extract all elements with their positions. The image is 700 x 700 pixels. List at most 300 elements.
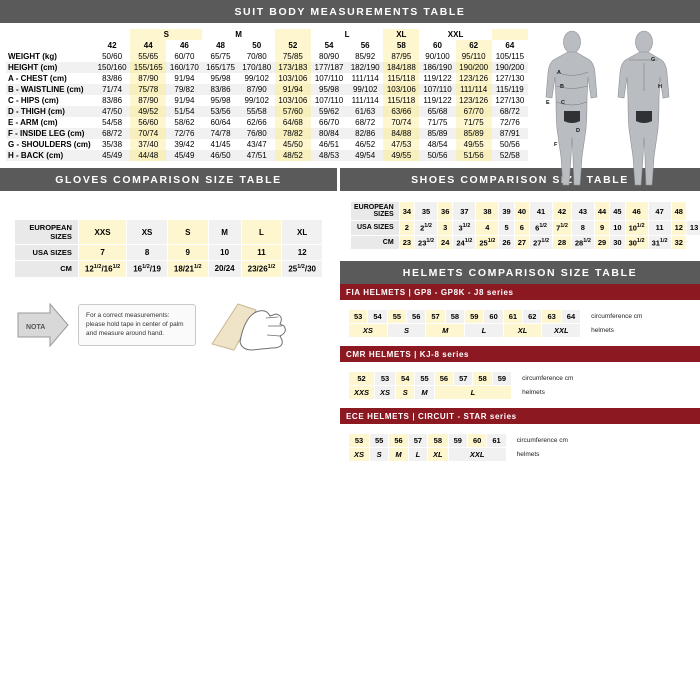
suit-cell: 85/89 [456, 128, 492, 139]
suit-cell: 60/64 [210, 118, 231, 127]
suit-cell: 82/86 [347, 128, 383, 139]
gloves-cell: $12^{1/2}/16^{1/2}$ [78, 261, 126, 278]
shoes-cell: 8 [571, 221, 594, 236]
helmet-block [340, 284, 700, 346]
shoes-cell: 38 [476, 202, 499, 221]
suit-cell: 72/76 [499, 118, 520, 127]
suit-cell: 65/68 [419, 106, 455, 117]
suit-cell: 52/58 [492, 150, 528, 161]
helmet-circumference-cell: 61 [503, 310, 522, 324]
suit-cell: 50/56 [419, 150, 455, 161]
helmet-block-header: CMR HELMETS | KJ-8 series [340, 346, 700, 362]
suit-group-row [6, 29, 528, 40]
suit-cell: 46/51 [319, 140, 340, 149]
helmet-size-cell: XL [428, 448, 449, 462]
suit-size-58: 58 [383, 40, 419, 51]
gloves-row-label: CM [15, 261, 79, 278]
suit-cell: 87/91 [492, 128, 528, 139]
suit-cell: 70/80 [246, 52, 267, 61]
shoes-cell: $3^{1/2}$ [453, 221, 476, 236]
suit-cell: 49/54 [347, 150, 383, 161]
shoes-cell: 48 [671, 202, 686, 221]
table-row [6, 117, 528, 128]
suit-size-42: 42 [107, 41, 117, 50]
suit-cell: 47/51 [239, 150, 275, 161]
suit-row-label: F - INSIDE LEG (cm) [6, 128, 94, 139]
suit-cell: 59/62 [311, 106, 347, 117]
svg-text:D: D [576, 128, 580, 134]
suit-cell: 53/56 [202, 106, 238, 117]
table-row [6, 128, 528, 139]
gloves-section [0, 168, 340, 470]
helmet-circumference-cell: 53 [349, 310, 368, 324]
table-row [6, 106, 528, 117]
suit-cell: 87/90 [130, 95, 166, 106]
suit-cell: 105/115 [495, 52, 525, 61]
helmet-size-cell: XS [349, 324, 388, 338]
helmet-circumference-cell: 56 [407, 310, 426, 324]
suit-cell: 56/60 [130, 117, 166, 128]
shoes-cell: 28 [553, 235, 572, 250]
shoes-cell: 9 [594, 221, 609, 236]
helmet-table [348, 371, 579, 400]
shoes-cell: 47 [648, 202, 671, 221]
suit-row-label: E - ARM (cm) [8, 118, 58, 127]
suit-cell: 50/56 [499, 140, 520, 149]
suit-cell: 123/126 [456, 73, 492, 84]
suit-cell: 95/98 [311, 84, 347, 95]
suit-cell: 68/72 [94, 128, 130, 139]
suit-cell: 60/70 [174, 52, 195, 61]
suit-cell: 55/58 [239, 106, 275, 117]
helmet-circumference-cell: 61 [487, 434, 506, 448]
suit-row-label: WEIGHT (kg) [8, 52, 57, 61]
suit-cell: 115/118 [383, 73, 419, 84]
helmet-block-header: ECE HELMETS | CIRCUIT - STAR series [340, 408, 700, 424]
suit-cell: 87/90 [239, 84, 275, 95]
shoes-cell: 36 [438, 202, 453, 221]
suit-group-7 [492, 29, 528, 40]
table-row [6, 139, 528, 150]
shoes-cell: 42 [553, 202, 572, 221]
suit-cell: 65/75 [210, 52, 231, 61]
suit-cell: 83/86 [202, 84, 238, 95]
svg-text:NOTA: NOTA [26, 323, 46, 331]
suit-cell: 115/119 [492, 84, 528, 95]
shoes-cell: $23^{1/2}$ [415, 235, 438, 250]
table-row [6, 51, 528, 62]
shoes-cell: 41 [530, 202, 553, 221]
suit-row-label: H - BACK (cm) [6, 150, 94, 161]
helmet-circumference-cell: 55 [387, 310, 406, 324]
suit-row-label: HEIGHT (cm) [6, 62, 94, 73]
suit-cell: 41/45 [210, 140, 231, 149]
suit-cell: 76/80 [239, 128, 275, 139]
gloves-cell: S [167, 220, 208, 245]
table-row [349, 372, 579, 386]
suit-cell: 44/48 [130, 150, 166, 161]
suit-row-label: C - HIPS (cm) [8, 96, 59, 105]
suit-cell: 39/42 [174, 140, 195, 149]
suit-cell: 119/122 [423, 96, 452, 105]
suit-cell: 103/106 [383, 84, 419, 95]
helmet-circumference-cell: 57 [408, 434, 427, 448]
suit-cell: 79/82 [166, 84, 202, 95]
helmet-circumference-label: circumference cm [591, 313, 643, 320]
gloves-cell: 20/24 [208, 261, 241, 278]
table-row [6, 62, 528, 73]
suit-cell: 35/38 [102, 140, 123, 149]
suit-size-64: 64 [505, 41, 515, 50]
table-row [351, 221, 700, 236]
suit-cell: 87/95 [383, 51, 419, 62]
suit-cell: 64/68 [275, 117, 311, 128]
shoes-cell: 43 [571, 202, 594, 221]
suit-cell: 66/70 [319, 118, 340, 127]
table-row [6, 73, 528, 84]
nota-arrow-icon [16, 301, 70, 349]
helmet-size-cell: XXL [542, 324, 581, 338]
suit-cell: 68/72 [492, 106, 528, 117]
helmet-circumference-cell: 64 [561, 310, 580, 324]
gloves-cell: 7 [78, 245, 126, 261]
table-row [351, 235, 700, 250]
suit-cell: 111/114 [351, 96, 379, 105]
table-row [6, 84, 528, 95]
shoes-cell: 11 [648, 221, 671, 236]
suit-cell: 190/200 [456, 62, 492, 73]
shoes-cell: $31^{1/2}$ [648, 235, 671, 250]
shoes-cell: $30^{1/2}$ [625, 235, 648, 250]
shoes-title-bar: SHOES COMPARISON SIZE TABLE [340, 168, 700, 191]
helmet-size-cell: XXL [448, 448, 506, 462]
svg-text:G: G [651, 57, 656, 63]
suit-cell: 182/190 [347, 62, 383, 73]
gloves-cell: M [208, 220, 241, 245]
suit-cell: 111/114 [456, 84, 492, 95]
suit-cell: 95/98 [210, 74, 231, 83]
suit-cell: 165/175 [202, 62, 238, 73]
suit-cell: 49/55 [456, 139, 492, 150]
suit-cell: 58/62 [174, 118, 195, 127]
shoes-cell: 39 [499, 202, 514, 221]
table-row [6, 95, 528, 106]
suit-cell: 173/183 [275, 62, 311, 73]
suit-cell: 51/54 [166, 106, 202, 117]
suit-cell: 72/76 [166, 128, 202, 139]
suit-cell: 91/94 [174, 74, 195, 83]
helmet-circumference-label: circumference cm [516, 437, 568, 444]
suit-cell: 47/53 [383, 139, 419, 150]
shoes-cell: 24 [438, 235, 453, 250]
suit-size-54: 54 [324, 41, 334, 50]
helmet-size-cell: S [396, 386, 415, 400]
suit-cell: 85/92 [355, 52, 376, 61]
helmet-sizes-label: helmets [522, 389, 545, 396]
svg-text:C: C [561, 100, 565, 106]
helmet-block-header: FIA HELMETS | GP8 - GP8K - J8 series [340, 284, 700, 300]
helmet-size-cell: M [415, 386, 434, 400]
suit-row-label: B - WAISTLINE (cm) [6, 84, 94, 95]
suit-cell: 83/86 [102, 74, 123, 83]
table-row [15, 220, 323, 245]
shoes-cell: 32 [671, 235, 686, 250]
table-row [349, 324, 648, 338]
helmet-table [348, 433, 574, 462]
helmet-circumference-cell: 63 [542, 310, 561, 324]
suit-cell: 62/66 [246, 118, 267, 127]
helmet-block [340, 408, 700, 470]
shoes-cell: $28^{1/2}$ [571, 235, 594, 250]
helmet-circumference-cell: 55 [370, 434, 389, 448]
suit-cell: 90/100 [425, 52, 450, 61]
suit-cell: 55/65 [130, 51, 166, 62]
suit-cell: 80/84 [311, 128, 347, 139]
suit-cell: 71/74 [94, 84, 130, 95]
suit-row-label: G - SHOULDERS (cm) [8, 140, 91, 149]
middle-section [0, 165, 700, 470]
suit-cell: 47/50 [94, 106, 130, 117]
suit-cell: 49/52 [130, 106, 166, 117]
suit-cell: 99/102 [347, 84, 383, 95]
helmet-circumference-cell: 54 [396, 372, 415, 386]
suit-section [0, 0, 700, 165]
shoes-cell: 6 [514, 221, 529, 236]
suit-measurements-table [6, 29, 528, 161]
gloves-cell: $18/21^{1/2}$ [167, 261, 208, 278]
helmet-block [340, 346, 700, 408]
gloves-measure-note: For a correct measurements: please hold tape in center of palm and measure around hand. [78, 304, 196, 346]
gloves-cell: XS [127, 220, 168, 245]
suit-cell: 155/165 [130, 62, 166, 73]
shoes-cell: $10^{1/2}$ [625, 221, 648, 236]
shoes-row-label: EUROPEAN SIZES [351, 202, 400, 221]
gloves-row-label: USA SIZES [15, 245, 79, 261]
suit-row-label: A - CHEST (cm) [8, 74, 67, 83]
shoes-cell: 40 [514, 202, 529, 221]
gloves-cell: 9 [167, 245, 208, 261]
gloves-note-row [0, 284, 337, 374]
suit-group-xl: XL [383, 29, 419, 40]
suit-size-46: 46 [179, 41, 189, 50]
suit-cell: 150/160 [94, 62, 130, 73]
suit-cell: 71/75 [427, 118, 448, 127]
suit-cell: 48/53 [311, 150, 347, 161]
table-row [15, 261, 323, 278]
helmet-circumference-cell: 62 [523, 310, 542, 324]
svg-text:A: A [557, 70, 561, 76]
suit-cell: 50/60 [102, 52, 123, 61]
helmet-size-cell: S [370, 448, 389, 462]
suit-cell: 68/72 [355, 118, 376, 127]
suit-cell: 45/49 [94, 150, 130, 161]
suit-cell: 45/50 [275, 139, 311, 150]
gloves-cell: 11 [241, 245, 282, 261]
suit-cell: 48/54 [427, 140, 448, 149]
gloves-table-wrapper [0, 191, 337, 284]
suit-cell: 107/110 [314, 74, 344, 83]
hand-measure-icon [204, 294, 290, 356]
helmet-table [348, 309, 648, 338]
shoes-cell: 3 [438, 221, 453, 236]
gloves-cell: XL [282, 220, 323, 245]
helmet-circumference-cell: 60 [467, 434, 486, 448]
suit-cell: 45/49 [166, 150, 202, 161]
suit-cell: 70/74 [383, 117, 419, 128]
helmet-circumference-cell: 57 [426, 310, 445, 324]
suit-cell: 75/78 [130, 84, 166, 95]
shoes-cell: 4 [476, 221, 499, 236]
suit-group-0 [94, 29, 130, 40]
shoes-row-label: CM [351, 235, 400, 250]
shoes-cell: $27^{1/2}$ [530, 235, 553, 250]
suit-table-body [6, 51, 528, 161]
suit-cell: 160/170 [166, 62, 202, 73]
table-row [15, 245, 323, 261]
shoes-cell: 37 [453, 202, 476, 221]
helmet-circumference-cell: 59 [465, 310, 484, 324]
shoes-cell: 23 [399, 235, 414, 250]
suit-cell: 95/98 [210, 96, 231, 105]
suit-cell: 87/90 [130, 73, 166, 84]
svg-text:F: F [554, 142, 558, 148]
helmet-circumference-cell: 59 [492, 372, 511, 386]
helmet-circumference-cell: 59 [448, 434, 467, 448]
suit-cell: 84/88 [383, 128, 419, 139]
suit-group-m: M [235, 30, 242, 39]
svg-text:E: E [546, 100, 550, 106]
gloves-cell: $23/26^{1/2}$ [241, 261, 282, 278]
helmet-circumference-cell: 58 [445, 310, 464, 324]
suit-size-52: 52 [275, 40, 311, 51]
body-figures [530, 23, 700, 165]
suit-cell: 48/52 [275, 150, 311, 161]
helmet-sizes-label: helmets [516, 451, 540, 458]
shoes-cell: 26 [499, 235, 514, 250]
helmet-circumference-cell: 58 [428, 434, 449, 448]
helmet-size-cell: M [389, 448, 408, 462]
shoes-cell: $2^{1/2}$ [415, 221, 438, 236]
helmet-circumference-cell: 52 [349, 372, 375, 386]
shoes-row-label: USA SIZES [351, 221, 400, 236]
shoes-cell: 2 [399, 221, 414, 236]
helmet-blocks [340, 284, 700, 470]
suit-cell: 177/187 [311, 62, 347, 73]
gloves-table [14, 219, 323, 278]
helmet-circumference-cell: 60 [484, 310, 503, 324]
shoes-cell: 12 [671, 221, 686, 236]
suit-cell: 49/55 [383, 150, 419, 161]
suit-cell: 99/102 [244, 96, 269, 105]
shoes-cell: 44 [594, 202, 609, 221]
shoes-cell: 34 [399, 202, 414, 221]
suit-cell: 170/180 [239, 62, 275, 73]
suit-cell: 46/52 [355, 140, 376, 149]
suit-cell: 107/110 [314, 96, 344, 105]
helmet-size-cell: XL [503, 324, 542, 338]
suit-cell: 91/94 [174, 96, 195, 105]
gloves-cell: 12 [282, 245, 323, 261]
suit-group-l: L [344, 30, 350, 39]
table-row [349, 310, 648, 324]
helmet-circumference-cell: 53 [375, 372, 396, 386]
suit-cell: 123/126 [456, 95, 492, 106]
suit-cell: 70/74 [130, 128, 166, 139]
helmet-circumference-cell: 56 [389, 434, 408, 448]
suit-cell: 85/89 [419, 128, 455, 139]
suit-cell: 127/130 [495, 74, 525, 83]
shoes-cell: 46 [625, 202, 648, 221]
suit-cell: 80/90 [319, 52, 340, 61]
gloves-cell: XXS [78, 220, 126, 245]
suit-cell: 43/47 [246, 140, 267, 149]
suit-cell: 63/66 [383, 106, 419, 117]
suit-cell: 115/118 [383, 95, 419, 106]
helmet-circumference-cell: 55 [415, 372, 434, 386]
suit-cell: 111/114 [351, 74, 379, 83]
suit-size-row [6, 40, 528, 51]
helmet-circumference-cell: 56 [434, 372, 453, 386]
suit-group-s: S [130, 29, 202, 40]
right-column [340, 168, 700, 470]
helmet-circumference-cell: 57 [454, 372, 473, 386]
helmet-size-cell: L [408, 448, 427, 462]
suit-title-bar: SUIT BODY MEASUREMENTS TABLE [0, 0, 700, 23]
suit-cell: 107/110 [419, 84, 455, 95]
suit-group-xxl: XXL [447, 30, 464, 39]
gloves-row-label: EUROPEAN SIZES [15, 220, 79, 245]
suit-cell: 57/60 [275, 106, 311, 117]
suit-size-56: 56 [360, 41, 370, 50]
suit-cell: 103/106 [275, 95, 311, 106]
helmet-size-cell: M [426, 324, 465, 338]
shoes-cell: 30 [610, 235, 625, 250]
table-row [349, 448, 574, 462]
helmet-circumference-label: circumference cm [522, 375, 574, 382]
suit-cell: 186/190 [419, 62, 455, 73]
suit-cell: 184/188 [383, 62, 419, 73]
suit-cell: 46/50 [202, 150, 238, 161]
helmet-size-cell: XS [375, 386, 396, 400]
gloves-cell: 8 [127, 245, 168, 261]
suit-cell: 54/58 [102, 118, 123, 127]
shoes-cell: 35 [415, 202, 438, 221]
suit-cell: 51/56 [456, 150, 492, 161]
gloves-cell: $16^{1/2}/19$ [127, 261, 168, 278]
helmet-circumference-cell: 54 [368, 310, 387, 324]
table-row [349, 434, 574, 448]
gloves-title-bar: GLOVES COMPARISON SIZE TABLE [0, 168, 337, 191]
helmet-circumference-cell: 58 [473, 372, 492, 386]
suit-cell: 95/110 [456, 51, 492, 62]
suit-cell: 75/85 [275, 51, 311, 62]
suit-cell: 78/82 [275, 128, 311, 139]
shoes-cell: $7^{1/2}$ [553, 221, 572, 236]
suit-size-50: 50 [252, 41, 262, 50]
shoes-cell: 5 [499, 221, 514, 236]
suit-cell: 71/75 [456, 117, 492, 128]
svg-text:B: B [560, 84, 564, 90]
suit-size-48: 48 [216, 41, 225, 50]
helmet-size-cell: L [434, 386, 511, 400]
suit-cell: 37/40 [130, 139, 166, 150]
shoes-cell: $24^{1/2}$ [453, 235, 476, 250]
suit-size-44: 44 [130, 40, 166, 51]
helmet-circumference-cell: 53 [349, 434, 370, 448]
shoes-cell: 10 [610, 221, 625, 236]
helmet-size-cell: XXS [349, 386, 375, 400]
helmet-sizes-label: helmets [591, 327, 614, 334]
